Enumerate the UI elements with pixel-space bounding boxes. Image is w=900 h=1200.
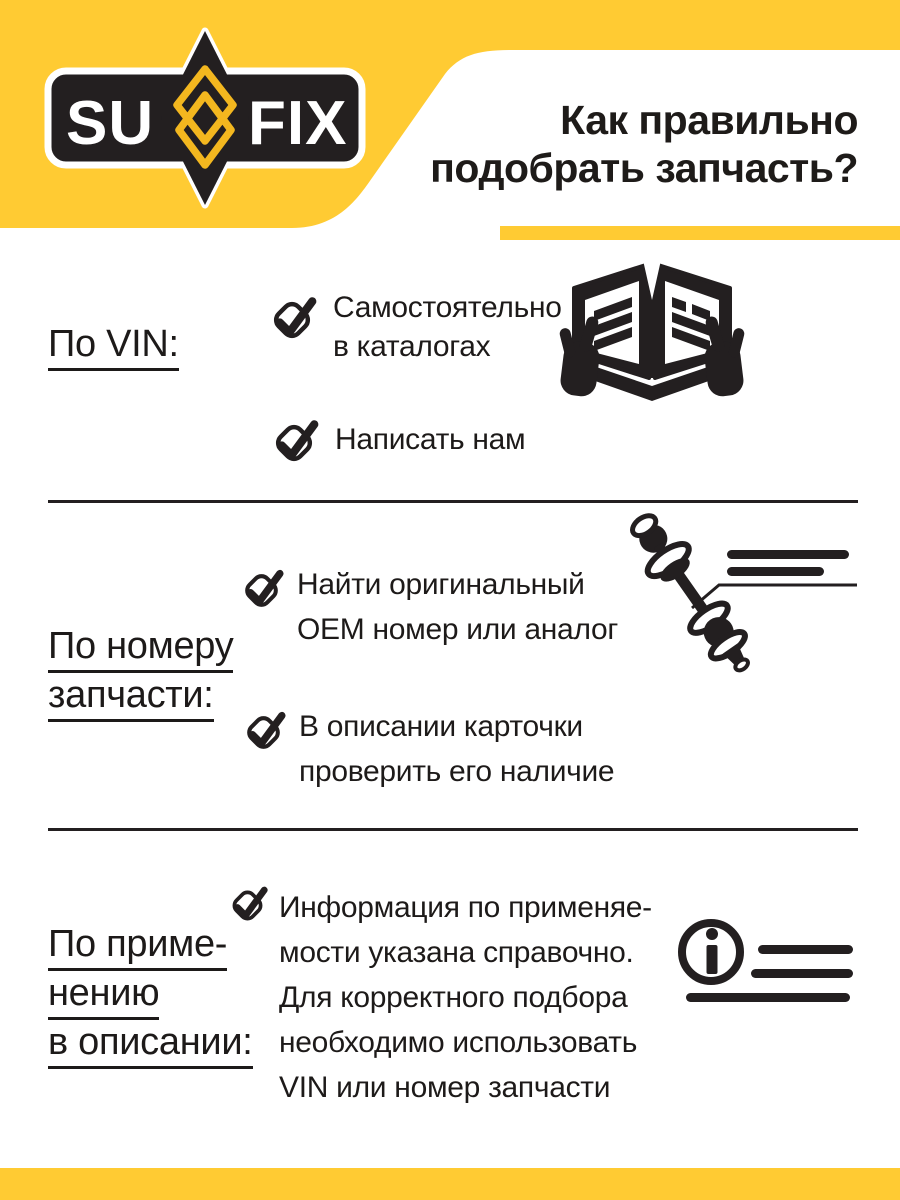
bullet-item xyxy=(226,882,652,1110)
section-heading-vin xyxy=(48,324,179,373)
bullet-text-line: Для корректного подбора xyxy=(279,981,628,1014)
section-divider xyxy=(48,828,858,831)
bullet-text-line: OEM номер или аналог xyxy=(297,613,619,646)
title-line-2: подобрать запчасть? xyxy=(430,145,858,191)
page-title xyxy=(430,96,858,192)
bullet-text xyxy=(335,420,525,459)
bullet-item xyxy=(266,288,562,366)
open-catalog-in-hands-icon xyxy=(552,258,752,403)
check-icon xyxy=(238,567,285,614)
heading-line: По VIN: xyxy=(48,324,179,371)
heading-line: в описании: xyxy=(48,1022,253,1069)
check-icon xyxy=(240,709,287,756)
check-icon xyxy=(266,294,318,346)
bullet-text xyxy=(299,704,614,794)
heading-line: По номеру xyxy=(48,626,233,673)
section-heading-part-number xyxy=(48,626,233,724)
bullet-text xyxy=(297,562,618,652)
bullet-text xyxy=(333,288,562,366)
heading-line: нению xyxy=(48,973,159,1020)
bullet-text-line: Написать нам xyxy=(335,423,526,456)
bullet-text-line: необходимо использовать xyxy=(279,1026,638,1059)
bullet-text-line: Информация по применяе- xyxy=(279,891,652,924)
callout-speed-lines xyxy=(692,550,857,608)
bullet-text-line: Самостоятельно xyxy=(333,291,562,324)
bullet-text-line: Найти оригинальный xyxy=(297,568,585,601)
bullet-item xyxy=(268,414,525,469)
heading-line: запчасти: xyxy=(48,675,214,722)
logo-su-text: SU xyxy=(66,89,155,158)
bullet-item xyxy=(238,562,618,652)
check-icon xyxy=(268,417,320,469)
stabilizer-link-part-icon xyxy=(595,508,880,708)
bullet-text-line: в каталогах xyxy=(333,330,491,363)
bottom-yellow-bar xyxy=(0,1168,900,1200)
info-circle-icon xyxy=(673,913,863,1013)
section-heading-application xyxy=(48,924,253,1071)
bullet-item xyxy=(240,704,614,794)
title-line-1: Как правильно xyxy=(560,97,858,143)
check-icon xyxy=(226,884,269,927)
bullet-text-line: мости указана справочно. xyxy=(279,936,634,969)
logo-fix-text: FIX xyxy=(248,89,348,158)
heading-line: По приме- xyxy=(48,924,227,971)
bullet-text xyxy=(279,885,652,1110)
bullet-text-line: VIN или номер запчасти xyxy=(279,1071,611,1104)
section-divider xyxy=(48,500,858,503)
bullet-text-line: проверить его наличие xyxy=(299,755,615,788)
sufix-logo xyxy=(40,25,370,215)
title-underline-bar xyxy=(500,226,900,240)
bullet-text-line: В описании карточки xyxy=(299,710,583,743)
